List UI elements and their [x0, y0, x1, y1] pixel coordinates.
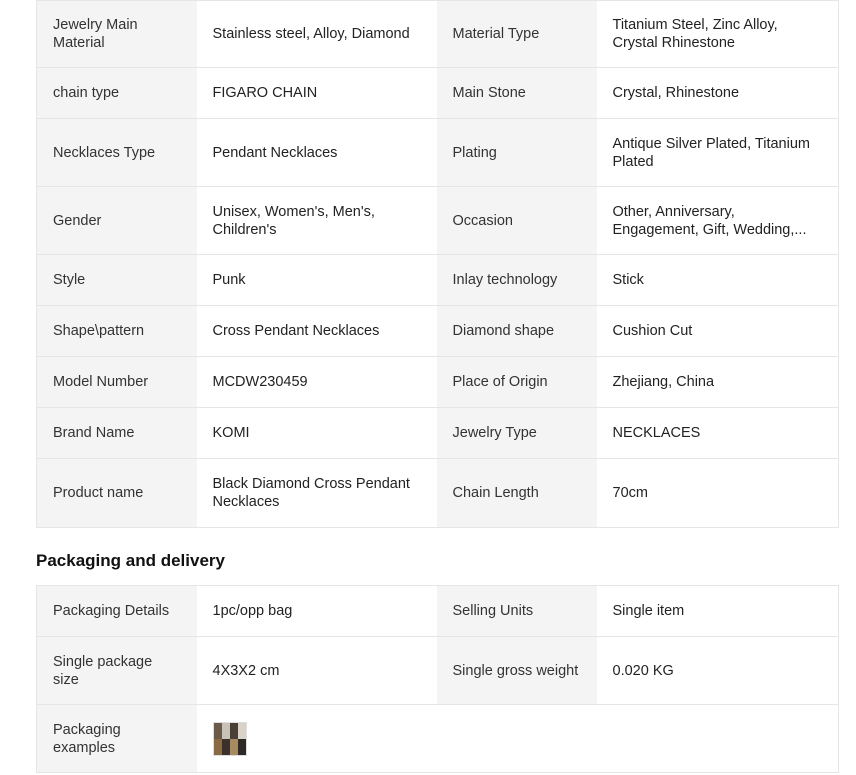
- attr-key: Shape\pattern: [37, 306, 197, 357]
- attr-key: Brand Name: [37, 408, 197, 459]
- attr-value: Other, Anniversary, Engagement, Gift, Wedding,...: [597, 187, 839, 255]
- attr-key: Chain Length: [437, 459, 597, 528]
- attr-value: Crystal, Rhinestone: [597, 68, 839, 119]
- attr-key: Model Number: [37, 357, 197, 408]
- attr-key: Occasion: [437, 187, 597, 255]
- attr-value: Punk: [197, 255, 437, 306]
- product-attributes: [36, 0, 838, 773]
- table-row: [37, 119, 839, 187]
- attr-value: Pendant Necklaces: [197, 119, 437, 187]
- attr-key: Selling Units: [437, 586, 597, 637]
- packaging-table: [36, 585, 839, 773]
- table-row: [37, 459, 839, 528]
- table-row: [37, 306, 839, 357]
- attr-key: Style: [37, 255, 197, 306]
- attr-value: Cross Pendant Necklaces: [197, 306, 437, 357]
- packaging-examples-cell: [197, 705, 839, 773]
- attr-key: Place of Origin: [437, 357, 597, 408]
- attr-value: Unisex, Women's, Men's, Children's: [197, 187, 437, 255]
- attr-key: Material Type: [437, 1, 597, 68]
- table-row: [37, 637, 839, 705]
- table-row: [37, 408, 839, 459]
- attr-value: MCDW230459: [197, 357, 437, 408]
- attr-value: 70cm: [597, 459, 839, 528]
- specs-table: [36, 0, 839, 528]
- attr-value: Single item: [597, 586, 839, 637]
- attr-value: Titanium Steel, Zinc Alloy, Crystal Rhinestone: [597, 1, 839, 68]
- attr-value: 0.020 KG: [597, 637, 839, 705]
- attr-value: KOMI: [197, 408, 437, 459]
- attr-value: 1pc/opp bag: [197, 586, 437, 637]
- attr-key: Single package size: [37, 637, 197, 705]
- attr-key: Jewelry Main Material: [37, 1, 197, 68]
- attr-value: Stainless steel, Alloy, Diamond: [197, 1, 437, 68]
- attr-value: FIGARO CHAIN: [197, 68, 437, 119]
- attr-key: Product name: [37, 459, 197, 528]
- attr-value: Stick: [597, 255, 839, 306]
- table-row: [37, 255, 839, 306]
- attr-key: Diamond shape: [437, 306, 597, 357]
- attr-value: Zhejiang, China: [597, 357, 839, 408]
- packaging-section-title: Packaging and delivery: [36, 551, 225, 570]
- attr-key: Inlay technology: [437, 255, 597, 306]
- attr-key: Main Stone: [437, 68, 597, 119]
- attr-value: Antique Silver Plated, Titanium Plated: [597, 119, 839, 187]
- attr-key: chain type: [37, 68, 197, 119]
- packaging-image-thumbnail[interactable]: [213, 722, 247, 756]
- attr-key: Packaging Details: [37, 586, 197, 637]
- attr-key: Packaging examples: [37, 705, 197, 773]
- attr-value: Cushion Cut: [597, 306, 839, 357]
- table-row: [37, 357, 839, 408]
- table-row: [37, 705, 839, 773]
- table-row: [37, 1, 839, 68]
- attr-key: Plating: [437, 119, 597, 187]
- table-row: [37, 187, 839, 255]
- attr-value: 4X3X2 cm: [197, 637, 437, 705]
- attr-key: Single gross weight: [437, 637, 597, 705]
- attr-key: Necklaces Type: [37, 119, 197, 187]
- attr-key: Jewelry Type: [437, 408, 597, 459]
- attr-value: NECKLACES: [597, 408, 839, 459]
- table-row: [37, 586, 839, 637]
- attr-key: Gender: [37, 187, 197, 255]
- attr-value: Black Diamond Cross Pendant Necklaces: [197, 459, 437, 528]
- table-row: [37, 68, 839, 119]
